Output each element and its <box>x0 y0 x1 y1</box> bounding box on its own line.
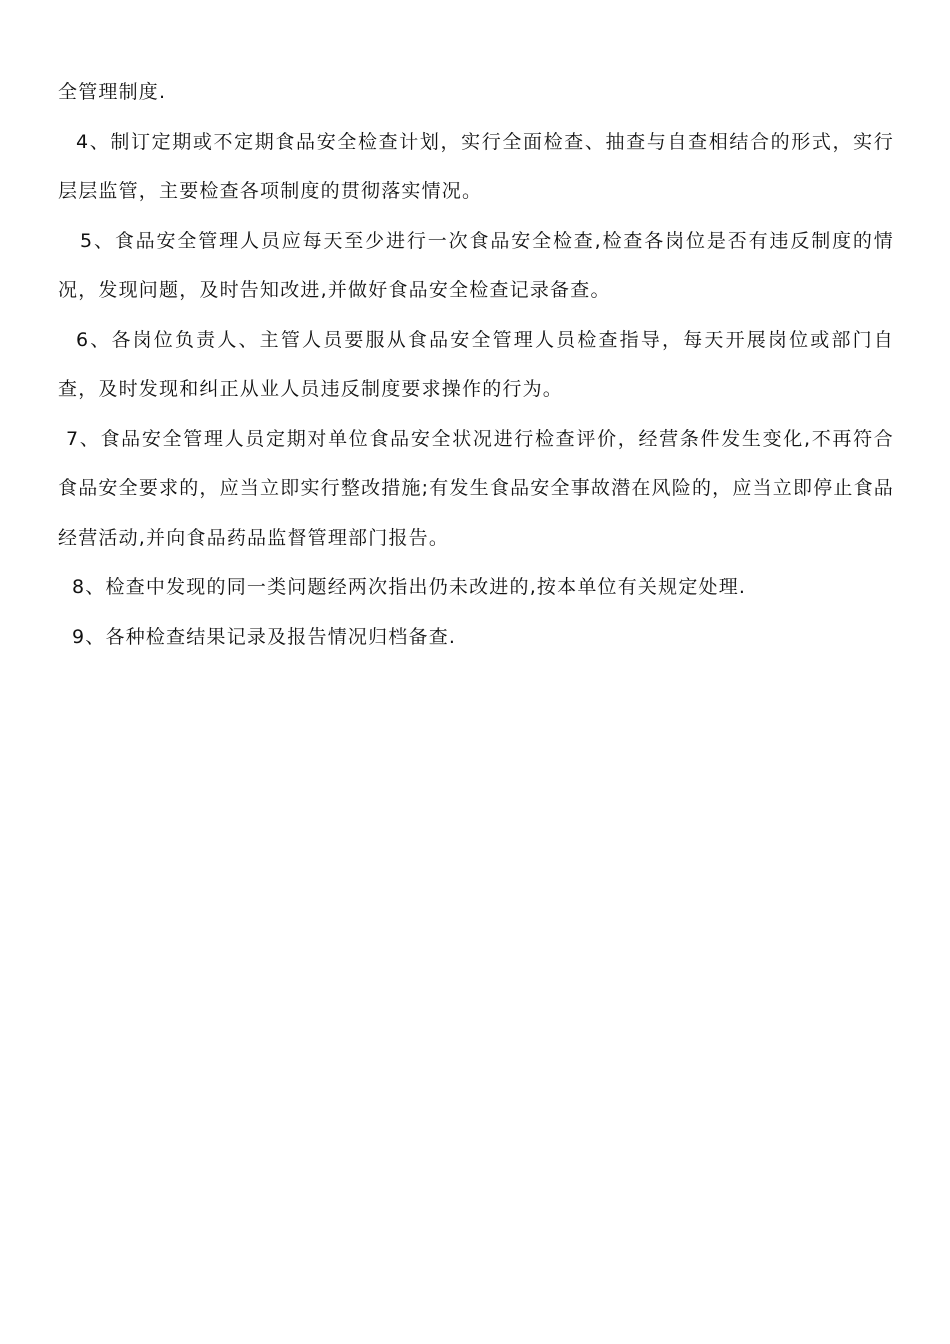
paragraph-item-6: 6、各岗位负责人、主管人员要服从食品安全管理人员检查指导，每天开展岗位或部门自查，及时发现和纠正从业人员违反制度要求操作的行为。 <box>58 328 894 400</box>
paragraph-item-5: 5、食品安全管理人员应每天至少进行一次食品安全检查,检查各岗位是否有违反制度的情况，发现问题，及时告知改进,并做好食品安全检查记录备查。 <box>58 229 894 301</box>
paragraph-continuation: 全管理制度. <box>58 81 167 103</box>
document-body <box>58 68 894 662</box>
paragraph-item-9: 9、各种检查结果记录及报告情况归档备查. <box>72 625 457 648</box>
paragraph-item-7: 7、食品安全管理人员定期对单位食品安全状况进行检查评价，经营条件发生变化,不再符合食品安全要求的，应当立即实行整改措施;有发生食品安全事故潜在风险的，应当立即停止食品经营活动,并向食品药品监督管理部门报告。 <box>58 427 894 549</box>
paragraph-item-4: 4、制订定期或不定期食品安全检查计划，实行全面检查、抽查与自查相结合的形式，实行层层监管，主要检查各项制度的贯彻落实情况。 <box>58 130 894 202</box>
paragraph-item-8: 8、检查中发现的同一类问题经两次指出仍未改进的,按本单位有关规定处理. <box>72 576 747 598</box>
